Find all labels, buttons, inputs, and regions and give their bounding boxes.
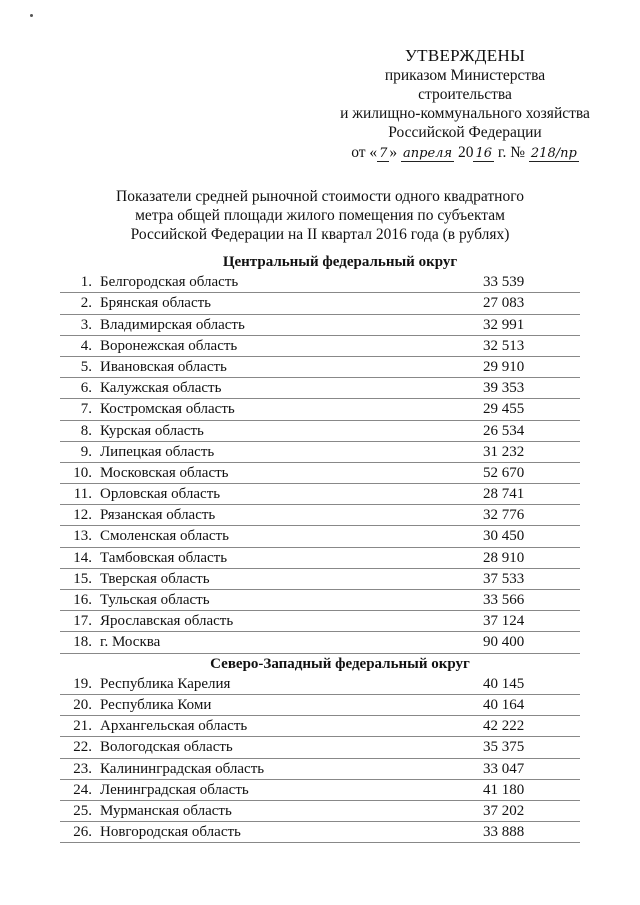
region-name: Брянская область (100, 295, 212, 312)
price-value: 42 222 (483, 718, 525, 735)
approval-line: строительства (418, 86, 512, 103)
order-year-prefix: 20 (457, 144, 474, 161)
region-name: г. Москва (100, 634, 161, 651)
price-value: 40 145 (483, 675, 525, 692)
table-row (60, 695, 580, 716)
price-value: 27 083 (483, 295, 525, 312)
region-name: Костромская область (100, 401, 235, 418)
table-row (60, 315, 580, 336)
price-value: 40 164 (483, 696, 525, 713)
row-number: 12. (73, 507, 92, 524)
row-number: 24. (73, 781, 92, 798)
row-number: 5. (80, 358, 92, 375)
price-value: 41 180 (483, 781, 525, 798)
district-heading: Центральный федеральный округ (222, 254, 458, 270)
price-value: 39 353 (483, 380, 525, 397)
district-heading: Северо-Западный федеральный округ (210, 655, 470, 672)
title-line: Показатели средней рыночной стоимости одного квадратного (116, 188, 524, 205)
row-number: 14. (73, 549, 92, 566)
table-row (60, 463, 580, 484)
title-line: Российской Федерации на II квартал 2016 года (в рублях) (130, 226, 510, 243)
region-name: Архангельская область (100, 718, 248, 735)
order-number: 218/пр (530, 146, 577, 161)
row-number: 10. (73, 464, 92, 481)
price-value: 29 910 (483, 358, 525, 375)
price-value: 29 455 (483, 401, 525, 418)
approval-title: УТВЕРЖДЕНЫ (404, 46, 526, 65)
order-year: 16 (475, 146, 492, 161)
row-number: 11. (73, 486, 92, 503)
row-number: 9. (80, 443, 92, 460)
region-name: Мурманская область (100, 802, 232, 819)
price-value: 33 888 (483, 824, 525, 841)
region-name: Вологодская область (100, 739, 233, 756)
row-number: 22. (73, 739, 92, 756)
order-month: апреля (403, 146, 453, 161)
price-value: 28 741 (483, 486, 525, 503)
approval-line: и жилищно-коммунального хозяйства (340, 105, 590, 122)
table-row (60, 548, 580, 569)
table-row (60, 569, 580, 590)
table-row (60, 632, 580, 653)
price-value: 37 124 (483, 613, 525, 630)
table-row (60, 399, 580, 420)
region-name: Республика Карелия (100, 675, 231, 692)
table-row (60, 759, 580, 780)
region-name: Тверская область (100, 570, 210, 587)
price-value: 37 533 (483, 570, 525, 587)
table-row (60, 611, 580, 632)
region-name: Владимирская область (100, 316, 245, 333)
document-title (100, 187, 540, 244)
price-value: 26 534 (483, 422, 525, 439)
table-row (60, 590, 580, 611)
row-number: 19. (73, 675, 92, 692)
table-row (60, 442, 580, 463)
price-value: 28 910 (483, 549, 525, 566)
table-row (60, 272, 580, 293)
row-number: 16. (73, 592, 92, 608)
title-line: метра общей площади жилого помещения по субъектам (135, 207, 505, 224)
region-name: Республика Коми (100, 696, 212, 713)
table-row (60, 505, 580, 526)
region-name: Московская область (100, 464, 229, 481)
region-name: Липецкая область (100, 443, 215, 460)
row-number: 3. (80, 316, 92, 333)
row-number: 6. (80, 380, 92, 397)
row-number: 23. (73, 760, 92, 777)
row-number: 4. (80, 337, 92, 354)
order-prefix: от « (351, 144, 378, 161)
price-value: 31 232 (483, 443, 525, 460)
region-name: Воронежская область (100, 337, 238, 354)
region-name: Ярославская область (100, 613, 234, 630)
price-value: 37 202 (483, 802, 525, 819)
price-value: 30 450 (483, 528, 525, 545)
region-name: Ивановская область (100, 358, 227, 375)
price-value: 90 400 (483, 634, 525, 651)
region-name: Ленинградская область (100, 781, 249, 798)
region-name: Тамбовская область (100, 549, 228, 566)
row-number: 26. (73, 824, 92, 841)
price-value: 32 991 (483, 316, 525, 333)
region-name: Калининградская область (100, 760, 265, 777)
price-value: 33 047 (483, 760, 525, 777)
table-row (60, 378, 580, 399)
price-value: 52 670 (483, 464, 525, 481)
order-day-suffix: » (389, 144, 398, 161)
price-value: 35 375 (483, 739, 525, 756)
row-number: 13. (73, 528, 92, 545)
region-name: Калужская область (100, 380, 222, 397)
approval-line: Российской Федерации (388, 124, 542, 141)
price-value: 32 513 (483, 337, 525, 354)
table-row (60, 293, 580, 314)
table-row (60, 484, 580, 505)
region-name: Орловская область (100, 486, 221, 503)
table-row (60, 716, 580, 737)
table-row (60, 336, 580, 357)
table-row (60, 780, 580, 801)
approval-block (330, 46, 600, 162)
scan-dot (30, 14, 33, 17)
table-row (60, 526, 580, 547)
table-row (60, 737, 580, 758)
region-name: Смоленская область (100, 528, 229, 545)
region-name: Курская область (100, 422, 204, 439)
approval-line: приказом Министерства (384, 67, 546, 84)
price-value: 32 776 (483, 507, 525, 524)
row-number: 2. (80, 295, 92, 312)
table-row (60, 801, 580, 822)
row-number: 15. (73, 570, 92, 587)
order-line (330, 143, 600, 162)
row-number: 20. (73, 696, 92, 713)
order-day: 7 (379, 146, 388, 161)
price-value: 33 539 (483, 274, 525, 291)
table-row (60, 674, 580, 695)
table-row (60, 822, 580, 843)
region-name: Тульская область (100, 592, 210, 608)
price-table (60, 252, 580, 843)
region-name: Белгородская область (100, 274, 239, 291)
table-row (60, 357, 580, 378)
row-number: 1. (80, 274, 92, 291)
region-name: Рязанская область (100, 507, 216, 524)
row-number: 21. (73, 718, 92, 735)
row-number: 17. (73, 613, 92, 630)
price-value: 33 566 (483, 592, 525, 608)
table-row (60, 421, 580, 442)
order-year-suffix: г. № (494, 144, 526, 161)
region-name: Новгородская область (100, 824, 241, 841)
row-number: 7. (80, 401, 92, 418)
row-number: 8. (80, 422, 92, 439)
row-number: 18. (73, 634, 92, 651)
row-number: 25. (73, 802, 92, 819)
